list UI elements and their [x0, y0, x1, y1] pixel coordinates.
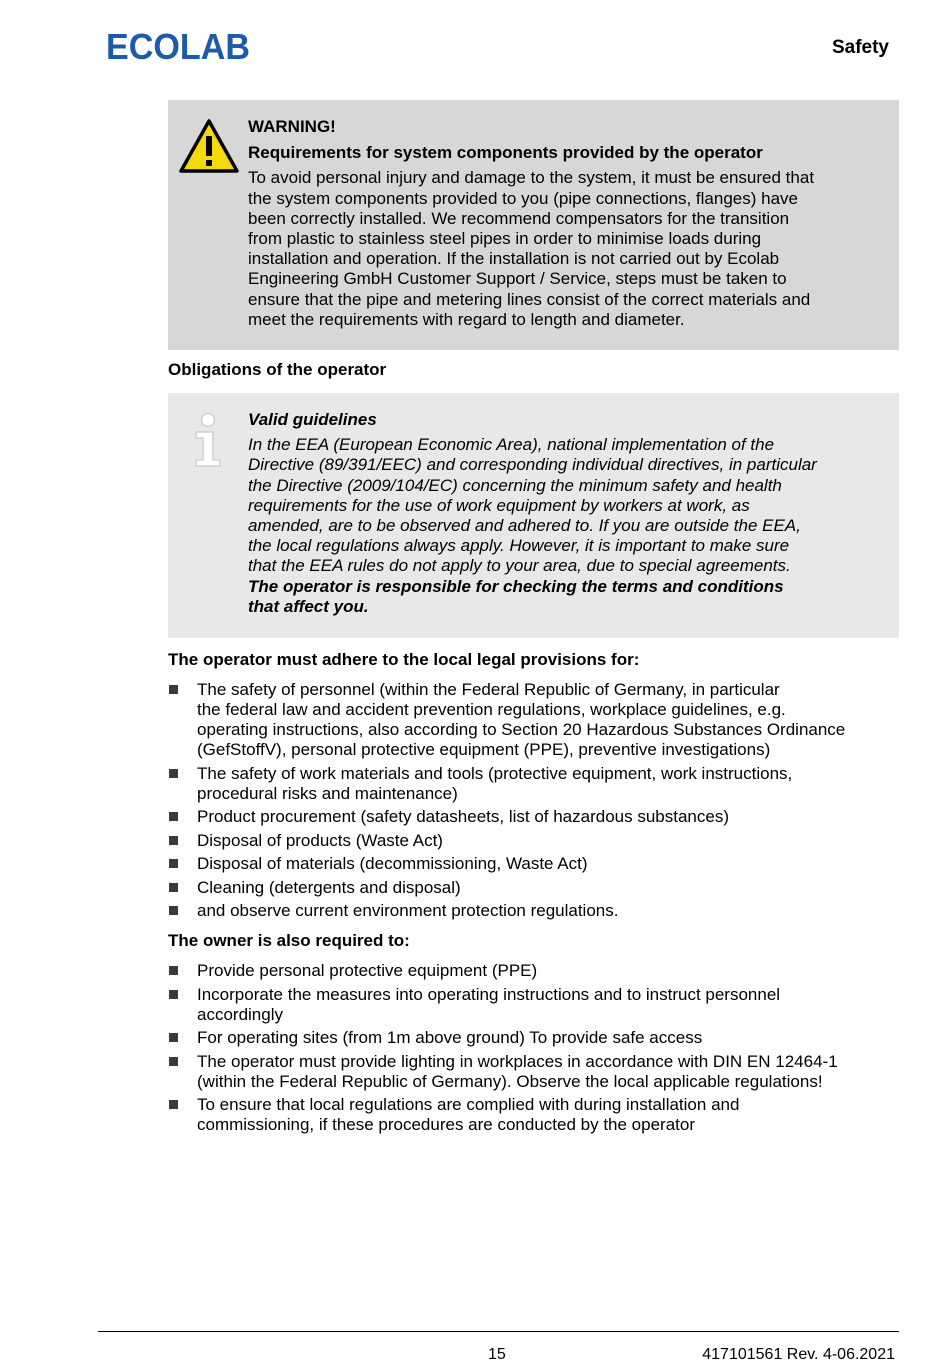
- bullet-square-icon: [169, 1100, 178, 1109]
- warning-box: [168, 100, 899, 350]
- legal-list: [168, 680, 898, 925]
- warning-line: Engineering GmbH Customer Support / Service, steps must be taken to: [248, 269, 787, 289]
- list-item: [168, 831, 898, 851]
- warning-label: WARNING!: [248, 117, 336, 136]
- bullet-square-icon: [169, 812, 178, 821]
- list-item: [168, 764, 898, 804]
- info-text: [248, 410, 879, 617]
- list-line: Provide personal protective equipment (PPE): [197, 961, 538, 980]
- list-line: Disposal of products (Waste Act): [197, 830, 443, 850]
- bullet-square-icon: [169, 883, 178, 892]
- info-line: requirements for the use of work equipment by workers at work, as: [248, 495, 750, 515]
- info-line: the Directive (2009/104/EC) concerning the minimum safety and health: [248, 475, 782, 495]
- list-item: [168, 961, 898, 981]
- bullet-square-icon: [169, 836, 178, 845]
- document-reference: 417101561 Rev. 4-06.2021: [702, 1346, 895, 1363]
- info-line: the local regulations always apply. However, it is important to make sure: [248, 536, 790, 556]
- list-line: The safety of work materials and tools (protective equipment, work instructions,: [197, 763, 793, 783]
- list-item: [168, 1052, 898, 1092]
- list-line: the federal law and accident prevention regulations, workplace guidelines, e.g.: [197, 700, 786, 719]
- footer-divider: [98, 1331, 899, 1332]
- list-line: For operating sites (from 1m above ground) To provide safe access: [197, 1028, 703, 1047]
- list-item: [168, 901, 898, 921]
- warning-line: ensure that the pipe and metering lines consist of the correct materials and: [248, 289, 811, 309]
- info-strong-line: The operator is responsible for checking the terms and conditions: [248, 576, 784, 596]
- obligations-heading: Obligations of the operator: [168, 360, 387, 379]
- owner-list: [168, 961, 898, 1139]
- warning-line: To avoid personal injury and damage to the system, it must be ensured that: [248, 168, 815, 188]
- owner-heading: The owner is also required to:: [168, 931, 410, 950]
- bullet-square-icon: [169, 1033, 178, 1042]
- info-strong-line: that affect you.: [248, 596, 369, 616]
- warning-line: the system components provided to you (pipe connections, flanges) have: [248, 188, 798, 208]
- warning-line: meet the requirements with regard to length and diameter.: [248, 309, 685, 329]
- list-item: [168, 680, 898, 760]
- info-line: amended, are to be observed and adhered to. If you are outside the EEA,: [248, 516, 801, 536]
- list-line: commissioning, if these procedures are conducted by the operator: [197, 1115, 695, 1134]
- list-line: The safety of personnel (within the Federal Republic of Germany, in particular: [197, 680, 780, 699]
- list-line: (within the Federal Republic of Germany). Observe the local applicable regulations!: [197, 1071, 823, 1091]
- warning-line: from plastic to stainless steel pipes in order to minimise loads during: [248, 229, 762, 249]
- list-line: procedural risks and maintenance): [197, 783, 458, 803]
- logo-text: ECOLAB: [106, 28, 250, 62]
- info-line: that the EEA rules do not apply to your area, due to special agreements.: [248, 556, 791, 576]
- list-line: To ensure that local regulations are complied with during installation and: [197, 1095, 740, 1114]
- section-title: Safety: [831, 37, 889, 58]
- bullet-square-icon: [169, 769, 178, 778]
- info-box: [168, 393, 899, 638]
- list-item: [168, 878, 898, 898]
- warning-heading: Requirements for system components provided by the operator: [248, 142, 763, 162]
- bullet-square-icon: [169, 966, 178, 975]
- list-item: [168, 1028, 898, 1048]
- list-line: Disposal of materials (decommissioning, Waste Act): [197, 854, 588, 873]
- bullet-square-icon: [169, 685, 178, 694]
- list-item: [168, 854, 898, 874]
- bullet-square-icon: [169, 859, 178, 868]
- warning-body: [248, 168, 879, 330]
- ecolab-logo: [106, 28, 256, 62]
- list-line: operating instructions, also according to Section 20 Hazardous Substances Ordinance: [197, 720, 846, 739]
- bullet-square-icon: [169, 1057, 178, 1066]
- list-line: accordingly: [197, 1004, 283, 1024]
- list-item: [168, 807, 898, 827]
- list-line: (GefStoffV), personal protective equipment (PPE), preventive investigations): [197, 740, 771, 759]
- page-number: 15: [488, 1346, 506, 1363]
- warning-triangle-icon: [178, 118, 240, 174]
- warning-line: been correctly installed. We recommend compensators for the transition: [248, 208, 790, 228]
- info-line: Directive (89/391/EEC) and corresponding individual directives, in particular: [248, 455, 817, 475]
- list-line: and observe current environment protection regulations.: [197, 901, 619, 920]
- info-title: Valid guidelines: [248, 410, 377, 429]
- list-line: Incorporate the measures into operating instructions and to instruct personnel: [197, 984, 781, 1004]
- list-line: Cleaning (detergents and disposal): [197, 877, 461, 897]
- legal-heading: The operator must adhere to the local legal provisions for:: [168, 650, 640, 669]
- info-icon: [190, 412, 226, 468]
- warning-text: [248, 117, 879, 330]
- info-line: In the EEA (European Economic Area), national implementation of the: [248, 435, 775, 455]
- list-line: Product procurement (safety datasheets, list of hazardous substances): [197, 807, 729, 826]
- bullet-square-icon: [169, 906, 178, 915]
- list-item: [168, 985, 898, 1025]
- list-item: [168, 1095, 898, 1135]
- list-line: The operator must provide lighting in workplaces in accordance with DIN EN 12464-1: [197, 1051, 838, 1071]
- warning-line: installation and operation. If the installation is not carried out by Ecolab: [248, 249, 780, 269]
- bullet-square-icon: [169, 990, 178, 999]
